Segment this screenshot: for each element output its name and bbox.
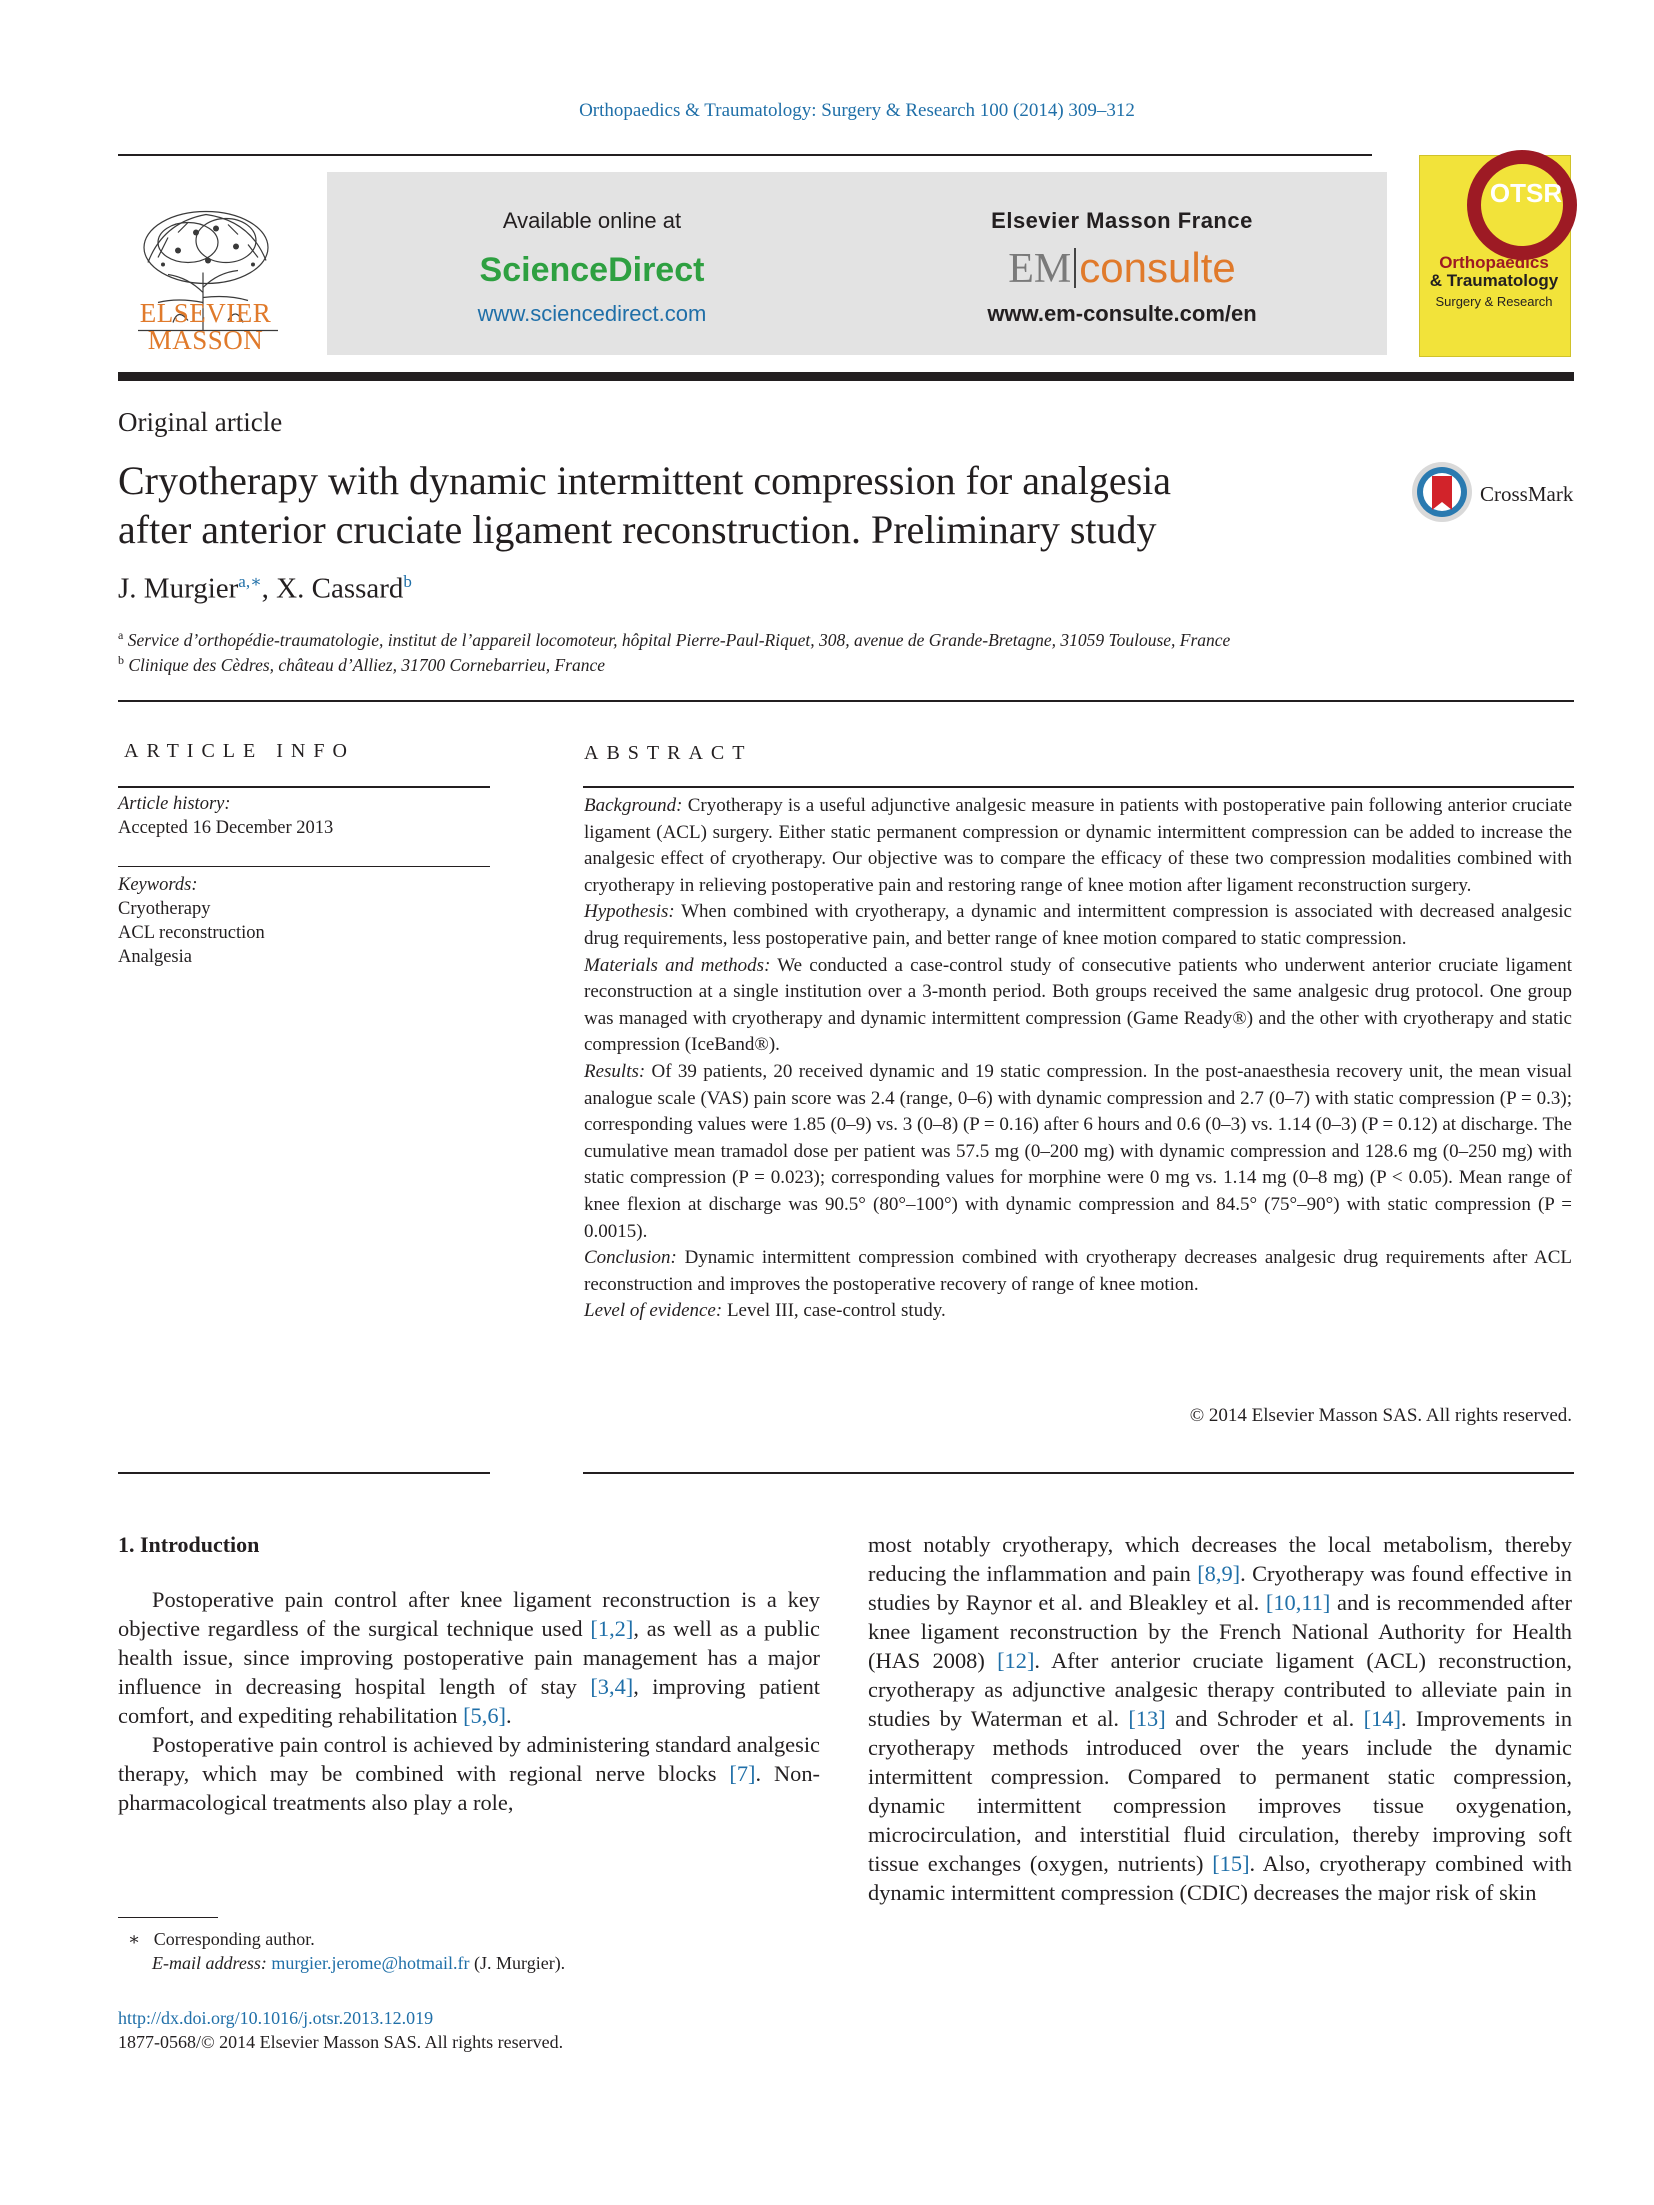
citation-link[interactable]: [5,6] — [463, 1703, 506, 1728]
paragraph-text: Postoperative pain control after knee ligament reconstruction is a key objective regardless of the surgical technique used — [118, 1587, 820, 1641]
paragraph-text: . Cryotherapy was found effective in studies by Raynor et al. and Bleakley et al. — [868, 1561, 1572, 1615]
paragraph-text: . Also, cryotherapy combined with dynamic intermittent compression (CDIC) decreases the major risk of skin — [868, 1851, 1572, 1905]
keyword: ACL reconstruction — [118, 923, 265, 943]
footnote-mark: ∗ — [128, 1929, 141, 1949]
paragraph-text: . After anterior cruciate ligament (ACL) reconstruction, cryotherapy as adjunctive analgesic therapy contributed to alleviate pain in studies by Waterman et al. — [868, 1648, 1572, 1731]
paragraph-text: and Schroder et al. — [1165, 1706, 1364, 1731]
paragraph-text: . Improvements in cryotherapy methods introduced over the years include the dynamic intermittent compression. Compared to permanent static compression, dynamic intermittent compression improves tissue oxygenation, microcirculation, and interstitial fluid circulation, thereby improving soft tissue exchanges (oxygen, nutrients) — [868, 1706, 1573, 1876]
author-list — [118, 572, 412, 606]
crossmark-label[interactable]: CrossMark — [1480, 482, 1574, 506]
issn-copyright: 1877-0568/© 2014 Elsevier Masson SAS. All rights reserved. — [118, 2032, 564, 2052]
abstract-rule — [583, 786, 1574, 788]
crossmark-icon[interactable] — [1410, 460, 1474, 524]
abstract-section — [584, 953, 1572, 1059]
abstract-section — [584, 1245, 1572, 1298]
elsevier-wordmark-line2: MASSON — [147, 325, 264, 355]
abstract-section-label: Hypothesis: — [584, 901, 675, 923]
article-info-divider — [118, 866, 490, 867]
keywords-label: Keywords: — [118, 875, 198, 895]
citation-link[interactable]: [7] — [729, 1761, 756, 1786]
article-info-heading: ARTICLE INFO — [124, 740, 355, 762]
journal-reference[interactable]: Orthopaedics & Traumatology: Surgery & Research 100 (2014) 309–312 — [579, 100, 1135, 121]
citation-link[interactable]: [10,11] — [1265, 1590, 1331, 1615]
abstract-section-label: Results: — [584, 1060, 646, 1082]
article-title — [118, 456, 1378, 554]
intro-right-column — [868, 1530, 1572, 1907]
cover-subtitle: Surgery & Research — [1435, 294, 1553, 309]
paragraph-text: and is recommended after knee ligament reconstruction by the French National Authority for Health (HAS 2008) — [868, 1590, 1572, 1673]
abstract-section-text: We conducted a case-control study of consecutive patients who underwent anterior cruciate ligament reconstruction at a single institution over a 3-month period. Both groups received the same analgesic drug protocol. One group was managed with cryotherapy and dynamic intermittent compression (Game Ready®) and the other with cryotherapy and static compression (IceBand®). — [584, 954, 1572, 1056]
abstract-section-text: Of 39 patients, 20 received dynamic and 19 static compression. In the post-anaesthesia recovery unit, the mean visual analogue scale (VAS) pain score was 2.4 (range, 0–6) with dynamic compression and 2.7 (0–7) with static compression (P = 0.3); corresponding values were 1.85 (0–9) vs. 3 (0–8) (P = 0.16) after 6 hours and 0.6 (0–3) vs. 1.14 (0–3) (P = 0.12) at discharge. The cumulative mean tramadol dose per patient was 57.5 mg (0–200 mg) with dynamic compression and 128.6 mg (0–250 mg) with static compression (P = 0.023); corresponding values for morphine were 0 mg vs. 1.14 mg (0–8 mg) (P < 0.05). Mean range of knee flexion at discharge was 90.5° (80°–100°) with dynamic compression and 84.5° (75°–90°) with static compression (P = 0.0015). — [584, 1060, 1573, 1242]
abstract-bottom-rule — [583, 1472, 1574, 1474]
em-logo-left: EM — [1008, 246, 1072, 292]
abstract-section-label: Conclusion: — [584, 1247, 677, 1269]
citation-link[interactable]: [8,9] — [1197, 1561, 1241, 1586]
author-affiliation-link[interactable]: b — [403, 572, 412, 591]
paragraph-text: . Non-pharmacological treatments also play a role, — [118, 1761, 820, 1815]
author-name: X. Cassard — [276, 572, 404, 605]
intro-paragraph — [118, 1730, 820, 1817]
citation-link[interactable]: [12] — [997, 1648, 1035, 1673]
paragraph-text: most notably cryotherapy, which decreases the local metabolism, thereby reducing the inflammation and pain — [868, 1532, 1572, 1586]
intro-paragraph — [118, 1585, 820, 1730]
header-thick-rule — [118, 372, 1574, 381]
affiliation — [118, 653, 1578, 676]
citation-link[interactable]: [3,4] — [590, 1674, 634, 1699]
author-name: J. Murgier — [118, 572, 239, 605]
abstract-copyright: © 2014 Elsevier Masson SAS. All rights reserved. — [1189, 1405, 1572, 1426]
footnote-rule — [118, 1917, 218, 1918]
title-block-rule — [118, 700, 1574, 702]
affiliation-mark: b — [118, 653, 124, 667]
elsevier-wordmark-line1: ELSEVIER — [139, 298, 272, 328]
author-separator: , — [261, 572, 277, 605]
keyword: Analgesia — [118, 947, 192, 967]
email-label: E-mail address: — [152, 1953, 267, 1973]
abstract-section-label: Level of evidence: — [584, 1300, 723, 1322]
doi-link[interactable]: http://dx.doi.org/10.1016/j.otsr.2013.12.019 — [118, 2008, 434, 2028]
elsevier-masson-france-label: Elsevier Masson France — [991, 208, 1253, 233]
author-affiliation-link[interactable]: a,∗ — [238, 572, 262, 591]
article-history-value: Accepted 16 December 2013 — [118, 818, 334, 838]
abstract-section-text: Level III, case-control study. — [726, 1300, 946, 1322]
cover-title-line1: Orthopaedics — [1439, 253, 1549, 272]
abstract-section-text: Dynamic intermittent compression combined with cryotherapy decreases analgesic drug requirements after ACL reconstruction and improves the postoperative recovery of range of knee motion. — [584, 1247, 1573, 1295]
cover-badge-text: OTSR — [1489, 178, 1563, 208]
citation-link[interactable]: [15] — [1212, 1851, 1250, 1876]
em-consulte-logo[interactable] — [857, 244, 1387, 293]
abstract-heading: ABSTRACT — [584, 742, 753, 764]
abstract-section — [584, 793, 1572, 899]
abstract-section-label: Background: — [584, 795, 683, 816]
article-type: Original article — [118, 407, 283, 437]
abstract-section-text: Cryotherapy is a useful adjunctive analgesic measure in patients with postoperative pain following anterior cruciate ligament (ACL) surgery. Either static permanent compression or dynamic intermittent compression can be added to increase the analgesic effect of cryotherapy. Our objective was to compare the efficacy of these two compression modalities combined with cryotherapy in relieving postoperative pain and restoring range of knee motion after ligament reconstruction surgery. — [584, 795, 1573, 896]
intro-paragraph — [868, 1530, 1572, 1907]
email-link[interactable]: murgier.jerome@hotmail.fr — [271, 1953, 470, 1973]
affiliation-text: Clinique des Cèdres, château d’Alliez, 31700 Cornebarrieu, France — [128, 654, 606, 675]
citation-link[interactable]: [1,2] — [590, 1616, 634, 1641]
paragraph-text: , improving patient comfort, and expediting rehabilitation — [118, 1674, 820, 1728]
email-suffix: (J. Murgier). — [469, 1953, 566, 1973]
footnote-text: Corresponding author. — [153, 1929, 315, 1949]
section-heading-introduction: 1. Introduction — [118, 1532, 260, 1557]
affiliation — [118, 628, 1578, 651]
elsevier-masson-wordmark — [118, 300, 293, 354]
citation-link[interactable]: [14] — [1363, 1706, 1401, 1731]
available-online-label: Available online at — [502, 208, 682, 233]
sciencedirect-link[interactable]: www.sciencedirect.com — [477, 301, 707, 326]
em-consulte-link[interactable]: www.em-consulte.com/en — [987, 301, 1257, 326]
abstract-section — [584, 1059, 1572, 1245]
article-title-line1: Cryotherapy with dynamic intermittent compression for analgesia — [118, 458, 1172, 503]
abstract-section-text: When combined with cryotherapy, a dynamic and intermittent compression is associated with decreased analgesic drug requirements, less postoperative pain, and better range of knee motion compared to static compression. — [584, 901, 1572, 949]
em-logo-divider — [1074, 248, 1076, 288]
article-info-bottom-rule — [118, 1472, 490, 1474]
email-note — [152, 1953, 565, 1974]
citation-link[interactable]: [13] — [1128, 1706, 1166, 1731]
keyword: Cryotherapy — [118, 899, 211, 919]
paragraph-text: . — [506, 1703, 512, 1728]
paragraph-text: , as well as a public health issue, since improving postoperative pain management has a major influence in decreasing hospital length of stay — [118, 1616, 820, 1699]
abstract-section-label: Materials and methods: — [584, 954, 771, 976]
article-history-label: Article history: — [118, 794, 231, 814]
affiliation-text: Service d’orthopédie-traumatologie, institut de l’appareil locomoteur, hôpital Pierre-Paul-Riquet, 308, avenue de Grande-Bretagne, 31059 Toulouse, France — [127, 629, 1231, 650]
article-info-rule — [118, 786, 490, 788]
cover-title-line2: & Traumatology — [1429, 271, 1559, 290]
intro-left-column — [118, 1585, 820, 1817]
header-rule — [118, 154, 1372, 156]
abstract-section — [584, 1298, 1572, 1325]
em-logo-right: consulte — [1079, 244, 1236, 291]
corresponding-author-note — [128, 1929, 315, 1950]
sciencedirect-logo[interactable]: ScienceDirect — [479, 251, 705, 289]
abstract-body — [584, 793, 1572, 1325]
affiliation-mark: a — [118, 628, 124, 642]
abstract-section — [584, 899, 1572, 952]
article-title-line2: after anterior cruciate ligament reconstruction. Preliminary study — [118, 507, 1157, 552]
paragraph-text: Postoperative pain control is achieved by administering standard analgesic therapy, which may be combined with regional nerve blocks — [118, 1732, 820, 1786]
